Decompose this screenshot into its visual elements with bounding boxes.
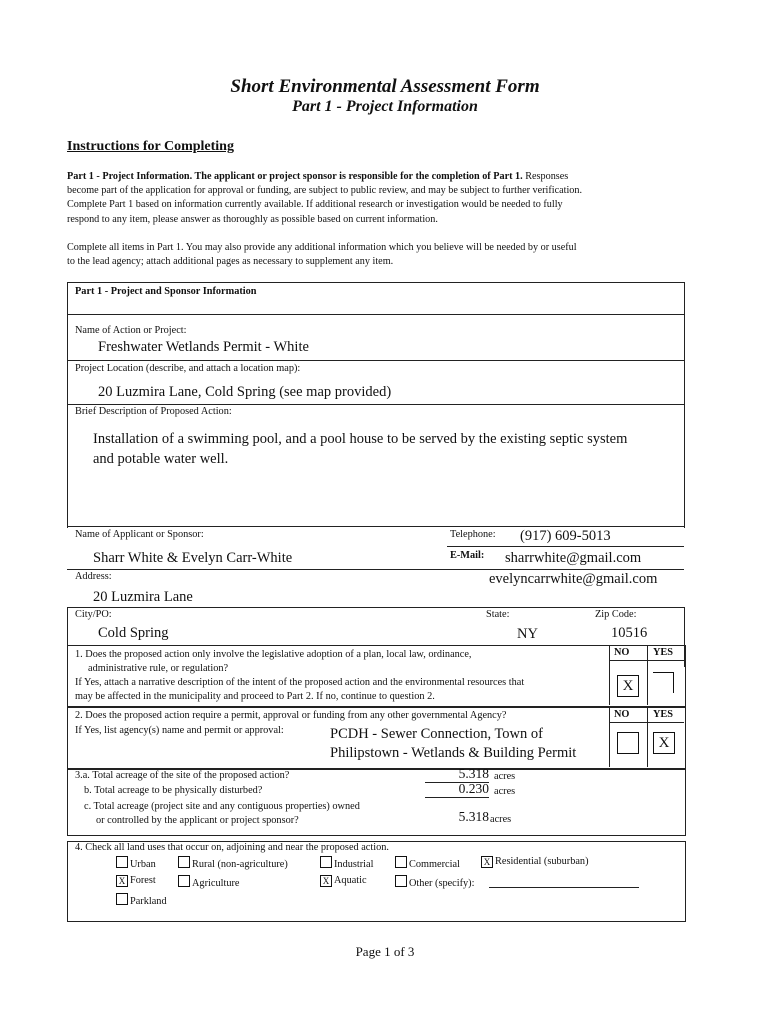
- email-field-1[interactable]: sharrwhite@gmail.com: [505, 550, 642, 566]
- checkbox[interactable]: [178, 875, 190, 887]
- page-number: Page 1 of 3: [355, 944, 415, 959]
- q3c-label: [84, 800, 360, 828]
- q2-yes-checkbox[interactable]: X: [653, 732, 675, 754]
- land-use-parkland[interactable]: [116, 893, 167, 907]
- q3c-unit: acres: [490, 814, 512, 825]
- state-field[interactable]: NY: [517, 626, 538, 642]
- checkbox[interactable]: [395, 856, 407, 868]
- zip-label: Zip Code:: [595, 609, 637, 620]
- q2-no-label: NO: [614, 709, 630, 720]
- applicant-label: Name of Applicant or Sponsor:: [75, 529, 204, 540]
- q4-label: 4. Check all land uses that occur on, adjoining and near the proposed action.: [75, 842, 389, 853]
- q2-answer-line-1: PCDH - Sewer Connection, Town of: [330, 726, 543, 742]
- description-label: Brief Description of Proposed Action:: [75, 406, 232, 417]
- land-use-industrial[interactable]: [320, 856, 373, 870]
- land-use-residential[interactable]: [481, 856, 589, 868]
- address-label: Address:: [75, 571, 112, 582]
- divider: [447, 546, 684, 547]
- divider: [67, 360, 684, 361]
- q2-line-1: 2. Does the proposed action require a permit, approval or funding from any other governmental Agency?: [75, 710, 507, 721]
- checkbox[interactable]: [116, 893, 128, 905]
- land-use-aquatic[interactable]: [320, 875, 367, 887]
- action-field[interactable]: Freshwater Wetlands Permit - White: [98, 339, 309, 355]
- q2-yes-label: YES: [653, 709, 674, 720]
- instructions-p2-line1: Complete all items in Part 1. You may also provide any additional information which you believe will be needed by or useful: [67, 242, 577, 253]
- land-use-industrial-label: Industrial: [334, 859, 374, 870]
- checkbox[interactable]: [116, 856, 128, 868]
- divider: [609, 722, 684, 723]
- divider: [609, 645, 610, 705]
- checkbox[interactable]: [395, 875, 407, 887]
- location-label: Project Location (describe, and attach a location map):: [75, 363, 301, 374]
- instructions-p1-line3: Complete Part 1 based on information currently available. If additional research or investigation would be needed to fully: [67, 199, 563, 211]
- q2-line-2: If Yes, list agency(s) name and permit or approval:: [75, 725, 284, 736]
- checkbox[interactable]: [178, 856, 190, 868]
- state-label: State:: [486, 609, 510, 620]
- q2-agency-field[interactable]: [330, 725, 576, 763]
- q1-line-3: If Yes, attach a narrative description of the intent of the proposed action and the environmental resources that: [75, 677, 525, 688]
- part1-box: [67, 282, 685, 528]
- checkbox[interactable]: X: [320, 875, 332, 887]
- telephone-field[interactable]: (917) 609-5013: [520, 528, 611, 544]
- q3c-line-1: c. Total acreage (project site and any contiguous properties) owned: [84, 801, 360, 812]
- q1-line-2: administrative rule, or regulation?: [88, 662, 229, 674]
- land-use-commercial-label: Commercial: [409, 859, 460, 870]
- q3a-field[interactable]: 5.318: [425, 766, 489, 783]
- instructions-p1-line4: respond to any item, please answer as thoroughly as possible based on current information.: [67, 213, 438, 225]
- action-label: Name of Action or Project:: [75, 325, 187, 336]
- q3b-unit: acres: [494, 786, 516, 797]
- land-use-forest-label: Forest: [130, 875, 156, 886]
- divider: [67, 607, 684, 608]
- telephone-label: Telephone:: [450, 529, 496, 540]
- q1-yes-checkbox[interactable]: [653, 672, 674, 693]
- email-field-2[interactable]: evelyncarrwhite@gmail.com: [489, 571, 658, 587]
- description-line-1: Installation of a swimming pool, and a pool house to be served by the existing septic system: [93, 431, 628, 447]
- instructions-heading: Instructions for Completing: [67, 139, 234, 154]
- q1-instructions: [75, 676, 524, 704]
- q3c-field[interactable]: 5.318: [458, 809, 489, 824]
- instructions-p1-bold: Part 1 - Project Information. The applicant or project sponsor is responsible for the completion of Part 1.: [67, 171, 523, 182]
- divider: [67, 404, 684, 405]
- land-use-commercial[interactable]: [395, 856, 460, 870]
- divider: [647, 707, 648, 767]
- instructions-p2-line2: to the lead agency; attach additional pages as necessary to supplement any item.: [67, 256, 394, 268]
- q2-answer-line-2: Philipstown - Wetlands & Building Permit: [330, 745, 577, 761]
- q1-no-label: NO: [614, 647, 630, 658]
- land-use-agriculture-label: Agriculture: [192, 878, 240, 889]
- checkbox[interactable]: X: [116, 875, 128, 887]
- land-use-other[interactable]: [395, 875, 474, 889]
- divider: [609, 660, 684, 661]
- divider: [67, 569, 684, 570]
- part1-section-title: Part 1 - Project and Sponsor Information: [75, 286, 257, 297]
- q1-line-4: may be affected in the municipality and proceed to Part 2. If no, continue to question 2.: [75, 691, 435, 702]
- q3b-field[interactable]: 0.230: [425, 781, 489, 798]
- land-use-other-label: Other (specify):: [409, 878, 475, 889]
- q1-text: [75, 648, 472, 675]
- q3c-line-2: or controlled by the applicant or project sponsor?: [96, 815, 299, 826]
- address-field[interactable]: 20 Luzmira Lane: [93, 589, 193, 605]
- other-specify-line[interactable]: [489, 887, 639, 888]
- land-use-agriculture[interactable]: [178, 875, 239, 889]
- zip-field[interactable]: 10516: [611, 625, 648, 641]
- instructions-paragraph-1: [67, 170, 682, 227]
- q1-line-1: 1. Does the proposed action only involve the legislative adoption of a plan, local law, ordinance,: [75, 649, 472, 660]
- land-use-rural[interactable]: [178, 856, 288, 870]
- form-subtitle: Part 1 - Project Information: [292, 98, 478, 115]
- land-use-rural-label: Rural (non-agriculture): [192, 859, 288, 870]
- question-4-box: [67, 841, 686, 922]
- q3a-unit: acres: [494, 771, 516, 782]
- instructions-p1-line2: become part of the application for approval or funding, are subject to public review, and may be subject to further verification.: [67, 185, 583, 197]
- land-use-forest[interactable]: [116, 875, 156, 887]
- land-use-parkland-label: Parkland: [130, 896, 167, 907]
- q2-no-checkbox[interactable]: [617, 732, 639, 754]
- divider: [609, 707, 610, 767]
- q3a-label: 3.a. Total acreage of the site of the proposed action?: [75, 770, 290, 781]
- land-use-aquatic-label: Aquatic: [334, 875, 367, 886]
- checkbox[interactable]: [320, 856, 332, 868]
- divider: [67, 314, 684, 315]
- q1-yes-label: YES: [653, 647, 674, 658]
- land-use-urban-label: Urban: [130, 859, 156, 870]
- land-use-residential-label: Residential (suburban): [495, 856, 589, 867]
- land-use-urban[interactable]: [116, 856, 156, 870]
- instructions-paragraph-2: [67, 241, 682, 269]
- applicant-field[interactable]: Sharr White & Evelyn Carr-White: [93, 550, 293, 566]
- divider: [647, 645, 648, 705]
- q3b-label: b. Total acreage to be physically disturbed?: [84, 785, 263, 796]
- form-title: Short Environmental Assessment Form: [230, 76, 540, 97]
- email-label: E-Mail:: [450, 550, 485, 561]
- description-field[interactable]: [93, 429, 673, 469]
- description-line-2: and potable water well.: [93, 451, 229, 467]
- city-label: City/PO:: [75, 609, 112, 620]
- divider: [67, 526, 684, 527]
- q1-no-checkbox[interactable]: X: [617, 675, 639, 697]
- city-field[interactable]: Cold Spring: [98, 625, 169, 641]
- checkbox[interactable]: X: [481, 856, 493, 868]
- instructions-p1-rest: Responses: [522, 171, 569, 182]
- location-field[interactable]: 20 Luzmira Lane, Cold Spring (see map provided): [98, 384, 392, 400]
